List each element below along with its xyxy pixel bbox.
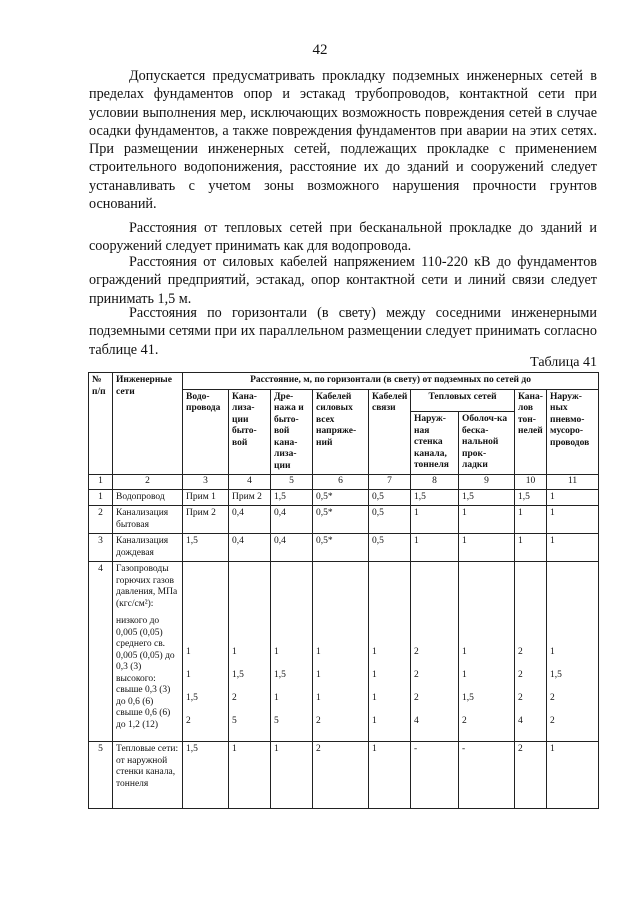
col-number: 9 [459,475,515,490]
gas-value: 2 [518,647,523,657]
cell: 1 [547,742,599,809]
gas-value: 2 [550,693,555,703]
gas-value: 1,5 [550,670,562,680]
col-number: 7 [369,475,411,490]
gas-value: 2 [414,670,419,680]
gas-value: 5 [232,716,237,726]
cell: 1,5 [271,489,313,506]
gas-value: 2 [186,716,191,726]
table-caption: Таблица 41 [530,355,597,370]
cell: 1,5 [515,489,547,506]
cell: 0,4 [271,506,313,534]
cell: 1,5 [183,534,229,562]
sub-row-name: среднего св. 0,005 (0,05) до 0,3 (3) [116,639,175,672]
gas-value: 1 [232,647,237,657]
cell: 1 [515,534,547,562]
gas-value: 2 [550,716,555,726]
paragraph-2: Расстояния от тепловых сетей при бесканальной прокладке до зданий и сооружений следует принимать как для водопровода. [89,220,597,255]
row-name: Канализация бытовая [113,506,183,534]
header-channels: Кана-лов тон-нелей [515,389,547,475]
cell: 0,4 [271,534,313,562]
cell: 1,5 [183,742,229,809]
cell: 0,5* [313,489,369,506]
gas-value: 1,5 [232,670,244,680]
sub-row-name: высокого: свыше 0,3 (3) до 0,6 (6) [116,673,171,707]
header-sewer-domestic: Кана-лиза-ции быто-вой [229,389,271,475]
cell: 2 [313,742,369,809]
gas-value: 4 [518,716,523,726]
cell: 1,5 [459,489,515,506]
gas-values-col [229,562,271,742]
cell: Прим 2 [229,489,271,506]
distance-table [88,372,599,809]
col-number: 3 [183,475,229,490]
table-row [89,506,599,534]
gas-values-col [313,562,369,742]
row-number: 4 [89,562,113,742]
gas-values-col [411,562,459,742]
gas-value: 2 [462,716,467,726]
paragraph-1: Допускается предусматривать прокладку подземных инженерных сетей в пределах фундаментов опор и эстакад трубопроводов, контактной сети при условии выполнения мер, исключающих возможность повреждения сетей в случае осадки фундаментов, а также повреждения фундаментов при аварии на этих сетях. При размещении инженерных сетей, подлежащих прокладке с применением строительного водопонижения, расстояние их до зданий и сооружений следует устанавливать с учетом зоны возможного нарушения прочности грунтов оснований. [89,68,597,213]
header-distance: Расстояние, м, по горизонтали (в свету) от подземных по сетей до [183,373,599,390]
header-water: Водо-провода [183,389,229,475]
gas-values-col [515,562,547,742]
header-networks: Инженерные сети [113,373,183,475]
header-drainage: Дре-нажа и быто-вой кана-лиза-ции [271,389,313,475]
gas-value: 1 [462,647,467,657]
sub-row-name: свыше 0,6 (6) до 1,2 (12) [116,708,171,730]
row-name [113,562,183,742]
cell: Прим 2 [183,506,229,534]
gas-value: 1 [186,647,191,657]
header-pneumo: Наруж-ных пневмо-мусоро-проводов [547,389,599,475]
header-comm-cables: Кабелей связи [369,389,411,475]
gas-value: 1,5 [462,693,474,703]
header-power-cables: Кабелей силовых всех напряже-ний [313,389,369,475]
gas-value: 1 [186,670,191,680]
cell: - [459,742,515,809]
cell: 0,5* [313,534,369,562]
gas-value: 1 [316,693,321,703]
cell: 1,5 [411,489,459,506]
gas-value: 1,5 [186,693,198,703]
row-name: Канализация дождевая [113,534,183,562]
gas-value: 1 [274,693,279,703]
row-number: 2 [89,506,113,534]
cell: 2 [515,742,547,809]
gas-value: 2 [232,693,237,703]
col-number: 11 [547,475,599,490]
cell: 1 [411,534,459,562]
gas-value: 4 [414,716,419,726]
table-row [89,534,599,562]
gas-pipe-title: Газопроводы горючих газов давления, МПа (кгс/см²): [116,564,178,609]
page-number: 42 [312,42,328,58]
gas-value: 2 [414,647,419,657]
cell: 1 [411,506,459,534]
row-number: 3 [89,534,113,562]
header-heat-wall: Наруж-ная стенка канала, тоннеля [411,412,459,475]
gas-values-col [271,562,313,742]
gas-value: 1 [372,716,377,726]
cell: 1 [271,742,313,809]
cell: 0,5* [313,506,369,534]
gas-value: 1 [372,670,377,680]
gas-value: 2 [414,693,419,703]
row-name: Тепловые сети: от наружной стенки канала, тоннеля [113,742,183,809]
cell: 1 [547,534,599,562]
gas-value: 1 [274,647,279,657]
gas-values-col [547,562,599,742]
col-number: 2 [113,475,183,490]
gas-value: 1 [316,670,321,680]
paragraph-3: Расстояния от силовых кабелей напряжением 110-220 кВ до фундаментов ограждений предприятий, эстакад, опор контактной сети и линий связи следует принимать 1,5 м. [89,254,597,307]
gas-value: 1 [462,670,467,680]
cell: 0,4 [229,506,271,534]
cell: 0,5 [369,534,411,562]
header-num: № п/п [89,373,113,475]
gas-value: 2 [316,716,321,726]
col-number: 10 [515,475,547,490]
cell: 1 [369,742,411,809]
cell: 0,4 [229,534,271,562]
col-number: 1 [89,475,113,490]
cell: 1 [229,742,271,809]
gas-value: 1 [550,647,555,657]
cell: 1 [459,506,515,534]
header-heat-networks: Тепловых сетей [411,389,515,412]
table-row [89,562,599,742]
row-number: 5 [89,742,113,809]
table-row [89,742,599,809]
gas-value: 5 [274,716,279,726]
gas-value: 2 [518,670,523,680]
col-number: 4 [229,475,271,490]
gas-values-col [369,562,411,742]
cell: - [411,742,459,809]
row-number: 1 [89,489,113,506]
header-heat-shell: Оболоч-ка беска-нальной прок-ладки [459,412,515,475]
gas-value: 1 [372,647,377,657]
col-number: 5 [271,475,313,490]
row-name: Водопровод [113,489,183,506]
cell: Прим 1 [183,489,229,506]
cell: 0,5 [369,506,411,534]
paragraph-4: Расстояния по горизонтали (в свету) между соседними инженерными подземными сетями при их параллельном размещении следует принимать согласно таблице 41. [89,305,597,358]
cell: 1 [547,506,599,534]
col-number: 8 [411,475,459,490]
cell: 1 [547,489,599,506]
table-row [89,489,599,506]
gas-values-col [183,562,229,742]
gas-value: 2 [518,693,523,703]
column-numbers-row [89,475,599,490]
col-number: 6 [313,475,369,490]
gas-value: 1 [372,693,377,703]
gas-value: 1,5 [274,670,286,680]
cell: 1 [459,534,515,562]
gas-value: 1 [316,647,321,657]
cell: 0,5 [369,489,411,506]
gas-values-col [459,562,515,742]
cell: 1 [515,506,547,534]
sub-row-name: низкого до 0,005 (0,05) [116,616,163,638]
